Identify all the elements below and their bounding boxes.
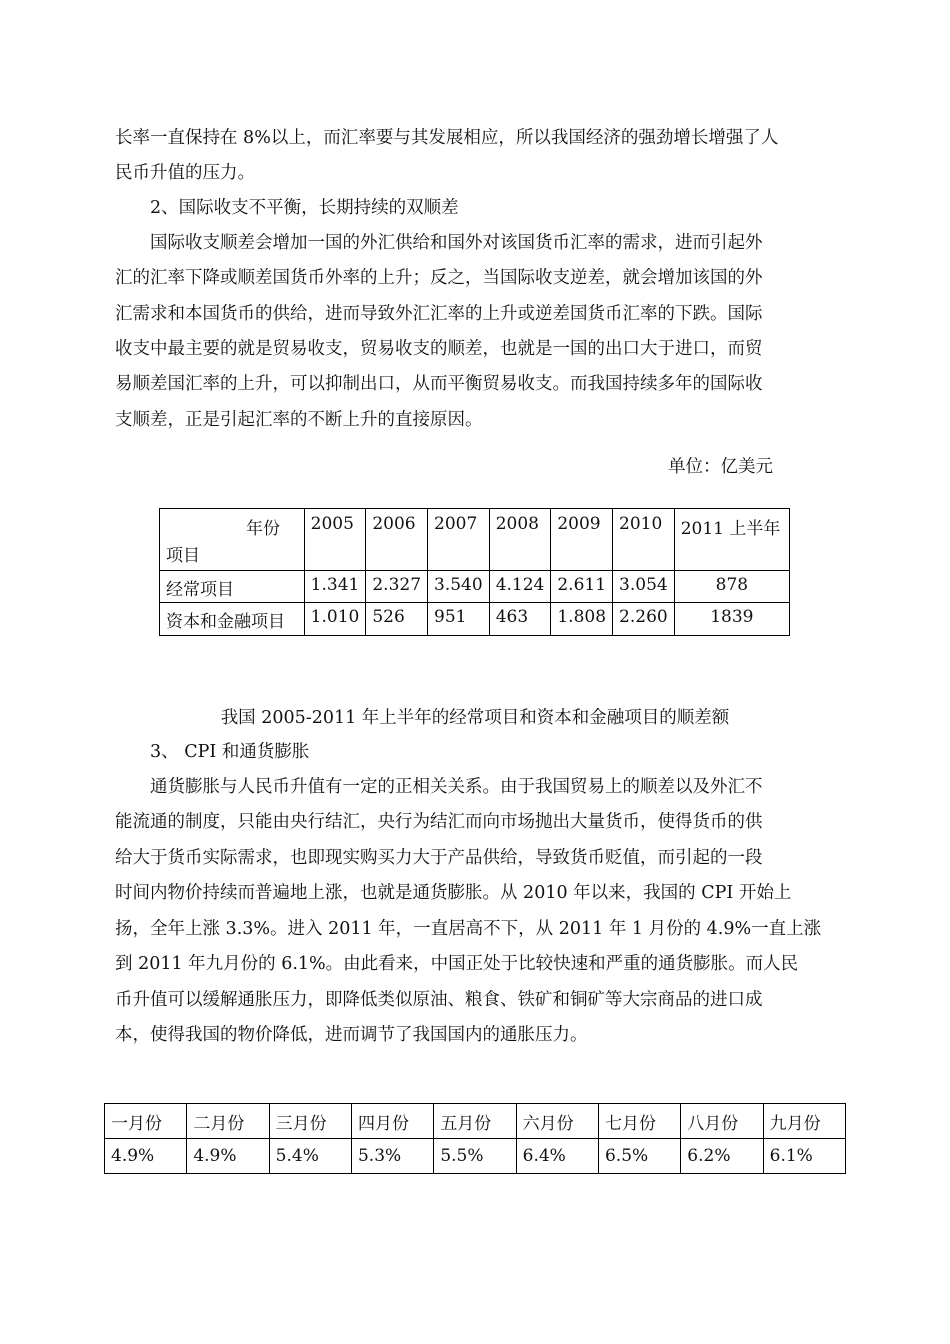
table-header-row [160, 509, 790, 571]
cpi-value-cell: 6.5% [598, 1139, 680, 1174]
year-header-cell: 2010 [613, 509, 675, 571]
year-header-cell: 2009 [551, 509, 613, 571]
table-header-row [105, 1104, 846, 1139]
value-cell: 878 [674, 571, 789, 603]
paragraph-line: 通货膨胀与人民币升值有一定的正相关关系。由于我国贸易上的顺差以及外汇不 [150, 777, 763, 797]
month-header-cell: 八月份 [681, 1104, 763, 1139]
year-header-cell: 2011 上半年 [674, 509, 789, 571]
row-label-cell: 资本和金融项目 [160, 603, 305, 636]
month-header-cell: 四月份 [351, 1104, 433, 1139]
paragraph-line: 易顺差国汇率的上升，可以抑制出口，从而平衡贸易收支。而我国持续多年的国际收 [115, 374, 763, 394]
table-row [160, 603, 790, 636]
paragraph-line: 扬，全年上涨 3.3%。进入 2011 年，一直居高不下，从 2011 年 1 月份的 4.9%一直上涨 [115, 919, 822, 939]
value-cell: 2.327 [366, 571, 428, 603]
value-cell: 2.260 [613, 603, 675, 636]
month-header-cell: 三月份 [269, 1104, 351, 1139]
row-label-cell: 经常项目 [160, 571, 305, 603]
value-cell: 463 [489, 603, 551, 636]
year-header-cell: 2008 [489, 509, 551, 571]
value-cell: 2.611 [551, 571, 613, 603]
paragraph-line: 币升值可以缓解通胀压力，即降低类似原油、粮食、铁矿和铜矿等大宗商品的进口成 [115, 990, 763, 1010]
month-header-cell: 二月份 [187, 1104, 269, 1139]
value-cell: 1.010 [304, 603, 366, 636]
value-cell: 1.808 [551, 603, 613, 636]
value-cell: 3.540 [428, 571, 490, 603]
paragraph-line: 收支中最主要的就是贸易收支，贸易收支的顺差，也就是一国的出口大于进口，而贸 [115, 339, 763, 359]
value-cell: 526 [366, 603, 428, 636]
month-header-cell: 一月份 [105, 1104, 187, 1139]
paragraph-line: 民币升值的压力。 [115, 163, 255, 183]
header-item-label: 项目 [166, 546, 200, 566]
balance-of-payments-table [159, 508, 790, 636]
section-heading-2: 2、国际收支不平衡，长期持续的双顺差 [150, 198, 459, 218]
paragraph-line: 给大于货币实际需求，也即现实购买力大于产品供给，导致货币贬值，而引起的一段 [115, 848, 763, 868]
value-cell: 1.341 [304, 571, 366, 603]
paragraph-line: 能流通的制度，只能由央行结汇，央行为结汇而向市场抛出大量货币，使得货币的供 [115, 812, 763, 832]
table-row [105, 1139, 846, 1174]
header-year-label: 年份 [246, 519, 280, 539]
cpi-value-cell: 4.9% [187, 1139, 269, 1174]
paragraph-line: 本，使得我国的物价降低，进而调节了我国国内的通胀压力。 [115, 1025, 588, 1045]
year-header-cell: 2005 [304, 509, 366, 571]
paragraph-line: 支顺差，正是引起汇率的不断上升的直接原因。 [115, 410, 483, 430]
value-cell: 3.054 [613, 571, 675, 603]
cpi-value-cell: 6.2% [681, 1139, 763, 1174]
paragraph-line: 汇的汇率下降或顺差国货币外率的上升；反之，当国际收支逆差，就会增加该国的外 [115, 268, 763, 288]
header-corner-cell [160, 509, 305, 571]
cpi-value-cell: 5.5% [434, 1139, 516, 1174]
paragraph-line: 汇需求和本国货币的供给，进而导致外汇汇率的上升或逆差国货币汇率的下跌。国际 [115, 304, 763, 324]
month-header-cell: 九月份 [763, 1104, 845, 1139]
unit-label: 单位：亿美元 [668, 457, 773, 477]
cpi-value-cell: 6.1% [763, 1139, 845, 1174]
paragraph-line: 时间内物价持续而普遍地上涨，也就是通货膨胀。从 2010 年以来，我国的 CPI 开始上 [115, 883, 792, 903]
year-header-cell: 2006 [366, 509, 428, 571]
paragraph-line: 国际收支顺差会增加一国的外汇供给和国外对该国货币汇率的需求，进而引起外 [150, 233, 763, 253]
cpi-value-cell: 6.4% [516, 1139, 598, 1174]
month-header-cell: 七月份 [598, 1104, 680, 1139]
month-header-cell: 五月份 [434, 1104, 516, 1139]
table-caption: 我国 2005-2011 年上半年的经常项目和资本和金融项目的顺差额 [220, 708, 730, 728]
month-header-cell: 六月份 [516, 1104, 598, 1139]
section-heading-3: 3、 CPI 和通货膨胀 [150, 742, 310, 762]
paragraph-line: 长率一直保持在 8%以上，而汇率要与其发展相应，所以我国经济的强劲增长增强了人 [115, 128, 779, 148]
cpi-value-cell: 4.9% [105, 1139, 187, 1174]
year-header-cell: 2007 [428, 509, 490, 571]
cpi-monthly-table [104, 1103, 846, 1174]
paragraph-line: 到 2011 年九月份的 6.1%。由此看来，中国正处于比较快速和严重的通货膨胀。而人民 [115, 954, 799, 974]
cpi-value-cell: 5.4% [269, 1139, 351, 1174]
value-cell: 1839 [674, 603, 789, 636]
cpi-value-cell: 5.3% [351, 1139, 433, 1174]
value-cell: 951 [428, 603, 490, 636]
table-row [160, 571, 790, 603]
value-cell: 4.124 [489, 571, 551, 603]
